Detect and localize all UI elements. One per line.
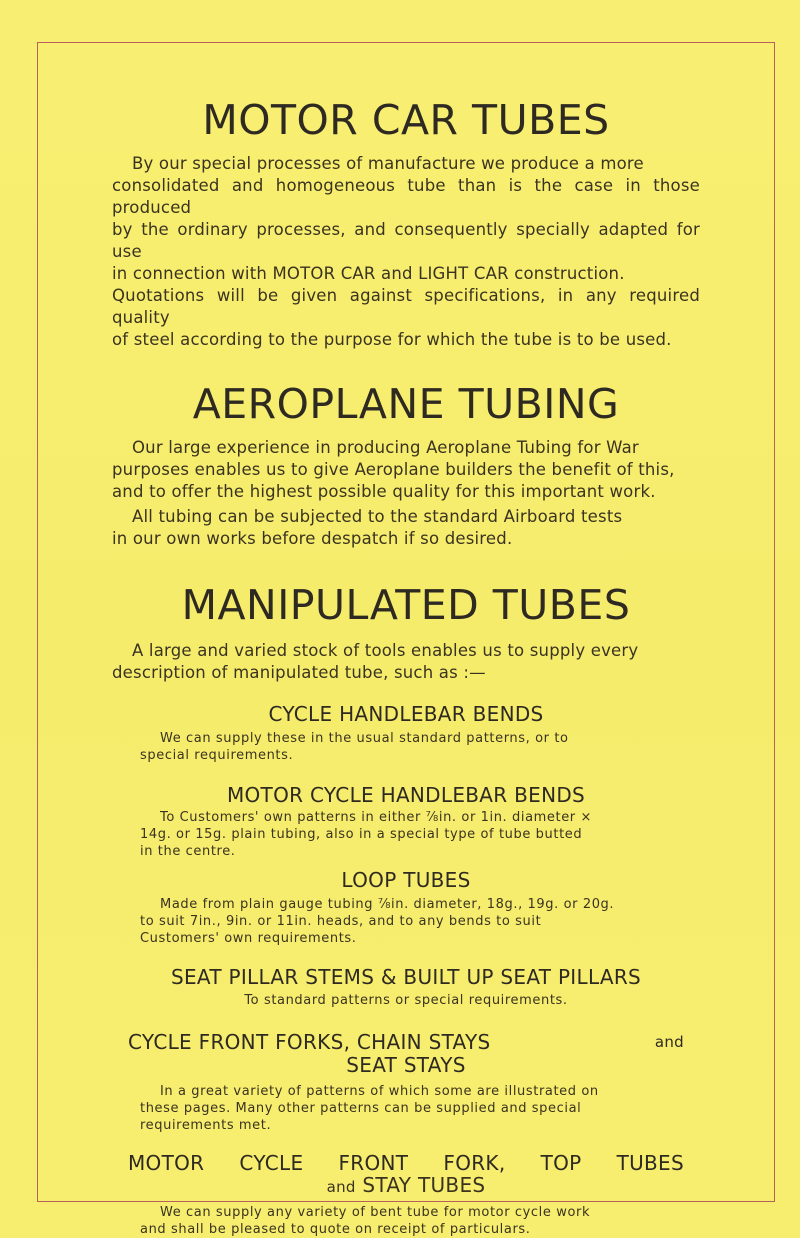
text-line: A large and varied stock of tools enables us to supply every — [132, 641, 639, 661]
motor-cycle-front-fork-heading — [40, 1152, 772, 1198]
text-line: in the centre. — [140, 844, 236, 860]
cycle-front-forks-text — [40, 1083, 772, 1134]
heading-line — [40, 1174, 772, 1198]
text-line: We can supply these in the usual standard patterns, or to — [160, 731, 569, 747]
heading-text: SEAT STAYS — [346, 1053, 466, 1078]
text-line: All tubing can be subjected to the standard Airboard tests — [132, 507, 623, 527]
text-line: In a great variety of patterns of which some are illustrated on — [160, 1084, 599, 1100]
text-line: purposes enables us to give Aeroplane builders the benefit of this, — [112, 460, 675, 480]
text-line: Made from plain gauge tubing ⅞in. diameter, 18g., 19g. or 20g. — [160, 897, 615, 913]
text-line: By our special processes of manufacture we produce a more — [132, 154, 644, 174]
heading-and: and — [654, 1033, 684, 1052]
motor-cycle-front-fork-text — [40, 1204, 772, 1238]
text-line: 14g. or 15g. plain tubing, also in a special type of tube butted — [140, 827, 583, 843]
text-line: special requirements. — [140, 748, 294, 764]
text-line: and to offer the highest possible quality for this important work. — [112, 482, 656, 502]
cycle-front-forks-heading — [40, 1031, 772, 1077]
text-line: these pages. Many other patterns can be supplied and special — [140, 1101, 582, 1117]
text-line: Customers' own requirements. — [140, 931, 357, 947]
aeroplane-tubing-text — [40, 437, 772, 550]
manipulated-tubes-title: MANIPULATED TUBES — [181, 581, 631, 630]
text-line: by the ordinary processes, and consequently specially adapted for use — [112, 220, 700, 262]
text-line: consolidated and homogeneous tube than is the case in those produced — [112, 176, 700, 218]
aeroplane-tubing-title: AEROPLANE TUBING — [192, 380, 620, 429]
loop-tubes-text — [40, 896, 772, 947]
seat-pillar-heading: SEAT PILLAR STEMS & BUILT UP SEAT PILLARS — [170, 965, 642, 990]
heading-text: CYCLE FRONT FORKS, CHAIN STAYS — [128, 1030, 491, 1055]
text-line: in connection with MOTOR CAR and LIGHT CAR construction. — [112, 264, 625, 284]
heading-and: and — [326, 1178, 356, 1197]
text-line: description of manipulated tube, such as :— — [112, 663, 486, 683]
motor-car-tubes-title: MOTOR CAR TUBES — [202, 96, 610, 144]
page-content — [40, 42, 772, 1238]
manipulated-tubes-intro — [40, 640, 772, 684]
text-line: of steel according to the purpose for which the tube is to be used. — [112, 330, 672, 350]
motor-car-tubes-text — [40, 153, 772, 351]
motor-cycle-handlebar-heading: MOTOR CYCLE HANDLEBAR BENDS — [226, 783, 586, 808]
text-line: in our own works before despatch if so desired. — [112, 529, 513, 549]
heading-text: MOTOR CYCLE FRONT FORK, TOP TUBES — [128, 1151, 684, 1176]
text-line: To standard patterns or special requirements. — [244, 993, 568, 1009]
text-line: to suit 7in., 9in. or 11in. heads, and to any bends to suit — [140, 914, 542, 930]
cycle-handlebar-text — [40, 730, 772, 764]
text-line: We can supply any variety of bent tube for motor cycle work — [160, 1205, 591, 1221]
heading-text: STAY TUBES — [362, 1173, 486, 1198]
cycle-handlebar-heading: CYCLE HANDLEBAR BENDS — [268, 702, 544, 727]
motor-cycle-handlebar-text — [40, 809, 772, 860]
text-line: requirements met. — [140, 1118, 272, 1134]
heading-line — [40, 1031, 772, 1053]
text-line: and shall be pleased to quote on receipt of particulars. — [140, 1222, 531, 1238]
loop-tubes-heading: LOOP TUBES — [341, 868, 471, 893]
text-line: Quotations will be given against specifications, in any required quality — [112, 286, 700, 328]
text-line: Our large experience in producing Aeroplane Tubing for War — [132, 438, 639, 458]
seat-pillar-text — [40, 992, 772, 1009]
text-line: To Customers' own patterns in either ⅞in. or 1in. diameter × — [160, 810, 592, 826]
